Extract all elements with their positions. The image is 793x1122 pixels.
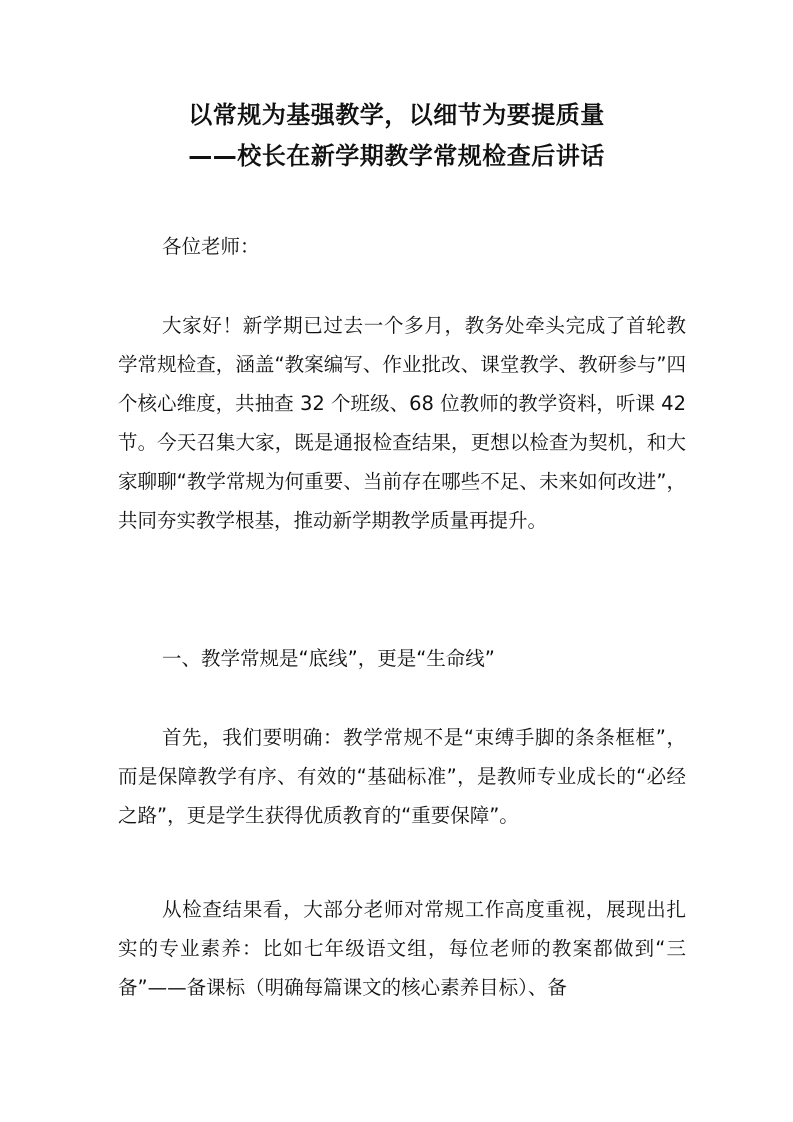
paragraph-intro: 大家好！新学期已过去一个多月，教务处牵头完成了首轮教学常规检查，涵盖“教案编写、作业批改、课堂教学、教研参与”四个核心维度，共抽查 32 个班级、68 位教师的教学资料，听课 42 节。今天召集大家，既是通报检查结果，更想以检查为契机，和大家聊聊“教学常规为何重要、当前存在哪些不足、未来如何改进”，共同夯实教学根基，推动新学期教学质量再提升。 <box>118 314 686 532</box>
document-title: 以常规为基强教学，以细节为要提质量 <box>188 101 605 129</box>
document-subtitle: ——校长在新学期教学常规检查后讲话 <box>188 142 605 170</box>
greeting: 各位老师： <box>162 235 260 258</box>
section-heading: 一、教学常规是“底线”，更是“生命线” <box>162 647 495 670</box>
paragraph-body: 从检查结果看，大部分老师对常规工作高度重视，展现出扎实的专业素养：比如七年级语文组，每位老师的教案都做到“三备”——备课标（明确每篇课文的核心素养目标）、备 <box>118 898 686 999</box>
paragraph-body: 首先，我们要明确：教学常规不是“束缚手脚的条条框框”，而是保障教学有序、有效的“基础标准”，是教师专业成长的“必经之路”，更是学生获得优质教育的“重要保障”。 <box>118 726 686 827</box>
